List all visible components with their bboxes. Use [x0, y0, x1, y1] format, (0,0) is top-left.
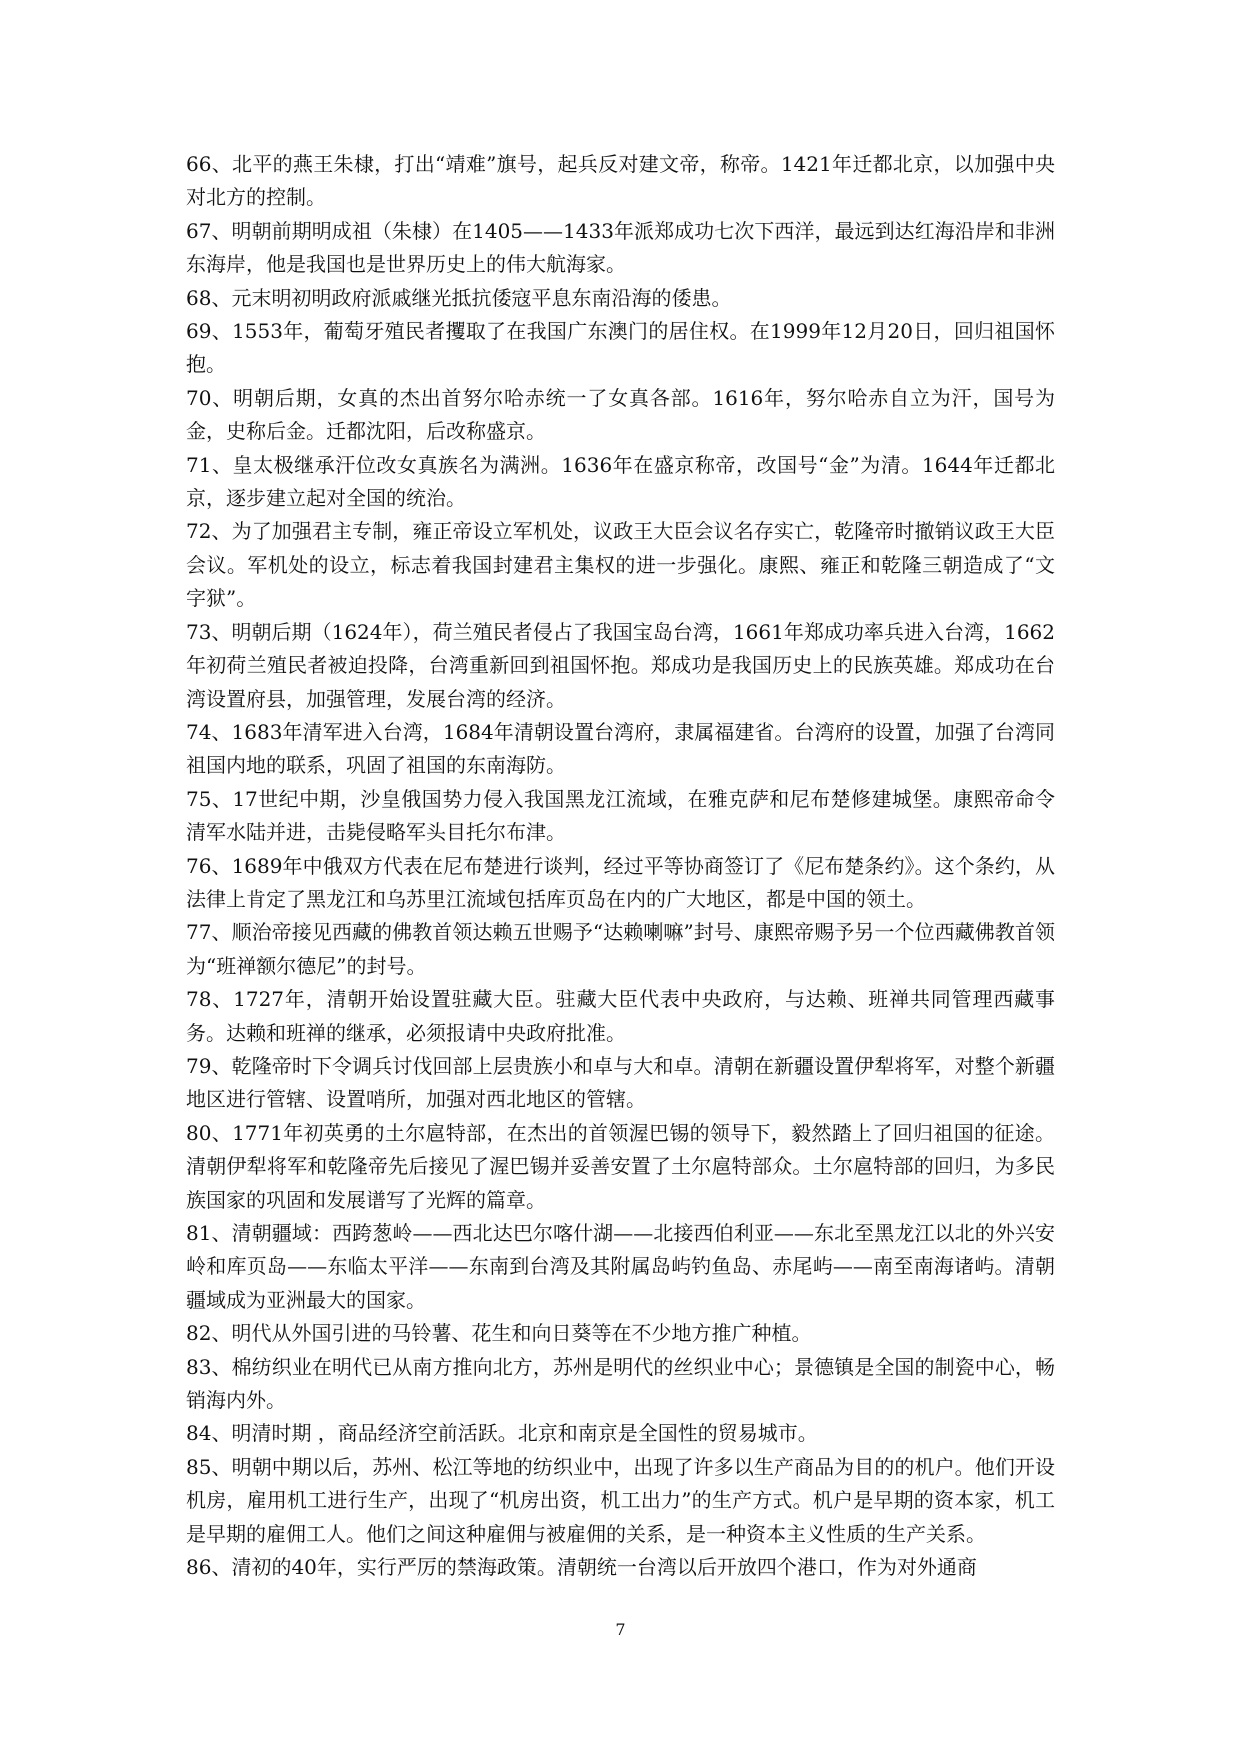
paragraph-74: 74、1683年清军进入台湾，1684年清朝设置台湾府，隶属福建省。台湾府的设置，加强了台湾同祖国内地的联系，巩固了祖国的东南海防。: [186, 719, 1055, 778]
paragraph-75: 75、17世纪中期，沙皇俄国势力侵入我国黑龙江流域，在雅克萨和尼布楚修建城堡。康熙帝命令清军水陆并进，击毙侵略军头目托尔布津。: [186, 786, 1055, 845]
paragraph-67: 67、明朝前期明成祖（朱棣）在1405——1433年派郑成功七次下西洋，最远到达红海沿岸和非洲东海岸，他是我国也是世界历史上的伟大航海家。: [186, 218, 1055, 277]
document-body: [186, 148, 1055, 1584]
paragraph-76: 76、1689年中俄双方代表在尼布楚进行谈判，经过平等协商签订了《尼布楚条约》。这个条约，从法律上肯定了黑龙江和乌苏里江流域包括库页岛在内的广大地区，都是中国的领土。: [186, 853, 1055, 911]
paragraph-77: 77、顺治帝接见西藏的佛教首领达赖五世赐予“达赖喇嘛”封号、康熙帝赐予另一个位西藏佛教首领为“班禅额尔德尼”的封号。: [186, 920, 1055, 978]
paragraph-73: 73、明朝后期（1624年），荷兰殖民者侵占了我国宝岛台湾，1661年郑成功率兵进入台湾，1662年初荷兰殖民者被迫投降，台湾重新回到祖国怀抱。郑成功是我国历史上的民族英雄。郑成功在台湾设置府县，加强管理，发展台湾的经济。: [186, 619, 1055, 711]
paragraph-85: 85、明朝中期以后，苏州、松江等地的纺织业中，出现了许多以生产商品为目的的机户。他们开设机房，雇用机工进行生产，出现了“机房出资，机工出力”的生产方式。机户是早期的资本家，机工是早期的雇佣工人。他们之间这种雇佣与被雇佣的关系，是一种资本主义性质的生产关系。: [186, 1454, 1055, 1546]
paragraph-68: 68、元末明初明政府派戚继光抵抗倭寇平息东南沿海的倭患。: [186, 285, 732, 310]
paragraph-86: 86、清初的40年，实行严厉的禁海政策。清朝统一台湾以后开放四个港口，作为对外通商: [186, 1555, 977, 1580]
paragraph-71: 71、皇太极继承汗位改女真族名为满洲。1636年在盛京称帝，改国号“金”为清。1644年迁都北京，逐步建立起对全国的统治。: [186, 452, 1055, 511]
paragraph-81: 81、清朝疆域：西跨葱岭——西北达巴尔喀什湖——北接西伯利亚——东北至黑龙江以北的外兴安岭和库页岛——东临太平洋——东南到台湾及其附属岛屿钓鱼岛、赤尾屿——南至南海诸屿。清朝疆域成为亚洲最大的国家。: [186, 1221, 1055, 1312]
paragraph-78: 78、1727年，清朝开始设置驻藏大臣。驻藏大臣代表中央政府，与达赖、班禅共同管理西藏事务。达赖和班禅的继承，必须报请中央政府批准。: [186, 987, 1055, 1045]
paragraph-79: 79、乾隆帝时下令调兵讨伐回部上层贵族小和卓与大和卓。清朝在新疆设置伊犁将军，对整个新疆地区进行管辖、设置哨所，加强对西北地区的管辖。: [186, 1053, 1055, 1112]
paragraph-84: 84、明清时期 ，商品经济空前活跃。北京和南京是全国性的贸易城市。: [186, 1421, 818, 1446]
paragraph-69: 69、1553年，葡萄牙殖民者攫取了在我国广东澳门的居住权。在1999年12月20日，回归祖国怀抱。: [186, 319, 1055, 377]
paragraph-83: 83、棉纺织业在明代已从南方推向北方，苏州是明代的丝织业中心；景德镇是全国的制瓷中心，畅销海内外。: [186, 1354, 1055, 1413]
paragraph-70: 70、明朝后期，女真的杰出首努尔哈赤统一了女真各部。1616年，努尔哈赤自立为汗，国号为金，史称后金。迁都沈阳，后改称盛京。: [186, 385, 1055, 444]
paragraph-66: 66、北平的燕王朱棣，打出“靖难”旗号，起兵反对建文帝，称帝。1421年迁都北京，以加强中央对北方的控制。: [186, 152, 1055, 210]
paragraph-82: 82、明代从外国引进的马铃薯、花生和向日葵等在不少地方推广种植。: [186, 1321, 812, 1346]
page-number: 7: [615, 1620, 626, 1639]
paragraph-80: 80、1771年初英勇的土尔扈特部，在杰出的首领渥巴锡的领导下，毅然踏上了回归祖国的征途。清朝伊犁将军和乾隆帝先后接见了渥巴锡并妥善安置了土尔扈特部众。土尔扈特部的回归，为多民族国家的巩固和发展谱写了光辉的篇章。: [186, 1120, 1055, 1212]
paragraph-72: 72、为了加强君主专制，雍正帝设立军机处，议政王大臣会议名存实亡，乾隆帝时撤销议政王大臣会议。军机处的设立，标志着我国封建君主集权的进一步强化。康熙、雍正和乾隆三朝造成了“文字狱”。: [186, 519, 1055, 611]
